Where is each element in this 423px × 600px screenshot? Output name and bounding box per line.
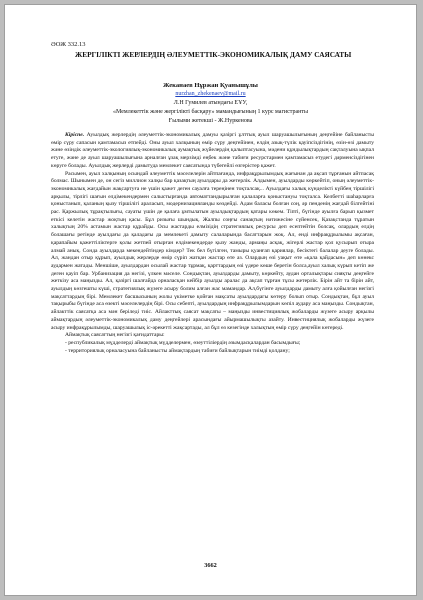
- author-name: Жеканаев Нұржан Қуанышұлы: [163, 82, 258, 89]
- principles-heading: Аймақтық саясаттың негізгі қағидаттары:: [65, 332, 165, 339]
- affiliation-supervisor: Ғылыми жетекші - Ж.Нуркенова: [168, 118, 253, 124]
- paper-page: [4, 4, 417, 596]
- bullet-item: - территориялық орналасуына байланысты аймақтардың табиғи байлықтарын тиімді қолдану;: [65, 347, 290, 354]
- affiliation-program: «Мемлекеттік және жергілікті басқару» мамандығының 1 курс магистранты: [112, 109, 309, 115]
- author-email-link[interactable]: nurzhan_zhekenaev@mail.ru: [175, 91, 246, 97]
- paper-title: ЖЕРГІЛІКТІ ЖЕРЛЕРДІҢ ӘЛЕУМЕТТІК-ЭКОНОМИКАЛЫҚ ДАМУ САЯСАТЫ: [75, 50, 352, 59]
- page-number: 3662: [204, 562, 217, 569]
- bullet-item: - республикалық мүдделерді аймақтық мүдделермен, өзеуттіліердің әзымдасқалардан басымдығы;: [65, 339, 301, 346]
- intro-lead: Кіріспе.: [65, 132, 85, 138]
- udc-code: ӘОЖ 332.13: [51, 41, 86, 48]
- body-paragraph: Расымен, ауыл халқының осындай әлеуметтік мәселелерін айтпағанда, инфрақұрылымдық жағынан да ақсап тұрғанын айтпасақ болмас. Шынымен де, он сегіз миллион халқы бар қазақтың ауылдары да жетерлік. Алдымен, ауылдарды көркейтіп, оның әлеуметтік-экономикалық жағдайын жақсартуға не үшін қажет деген сауалға тереңінен тоқталсақ... Ауылдағы халық күнделікті күйбең тіршілігі арқылы, тірлігі шағын елдімекендермен салыстырғанда автоматтандырылған қалаларға қоныстануы тоқталса. Келбетті шаһарларға қоныстанып, қаланың қызу тіршілігі араласып, модернизацияланды көздейді. Адам баласы болған соң, әр пенденің жағдай білгейтіні рас. Қаржылық тұрақтылығы, сауаты үшін де қалаға ұмтылатын ауылдықтардың қатары көкем. Тіпті, бүгінде ауылға барып қызмет еткісі келетін жастар жоқтың қасы. Бұл ризығы шындық. Жалпы соңғы санақтың нәтижесіне сүйенсек, Қазақстанда тұратын халықтың 20% астамын жастар құрайды. Осы жастарды елмізідің стратегиялық ресурсы деп есептейтін болсақ, олардың елдің болашағы ретінде ауылдағы да қаладағы да мемлекеті дамыту салаларында басаттарын жоқ. Ал, енді инфрақұрылымы ақсаған, қарапайым қажеттіліктерге қолы жетпей отырған елдімекендерде қызу жанды, армаңы асқақ, жігерлі жастар қол қусырып отыра алмай анық. Сонда ауылдарда мекендейтіндер кімдер? Тек бел бүгілген, тамыры қуанғап қариялар, бесіктегі балалар деуге болады. Ал, жандан отыр құрып, ауылдық жерлерде өмір сүріп жатқан жастар өте аз. Олардың өзі уақыт өте «қала қайдасын» деп көнекс аудармен жатады. Меншіше, ауылдардан осылай жастар тұрмақ, қарттардың өзі үдере көше беретін болса,ауыл халық күрып кетіп же деген қауіп бар. Урбанизация да негізі, үлкен мәселе. Сондықтан, ауылдарды дамыту, көркейту, аудан орталықтары сияқты деңгейге жеткізу аса маңызды. Ал, қазіргі шалғайда орналасқан кейбір ауылды аралас да ақсап тұрған тұсы жетерлік. Бірін айт та бірін айт, ауылдың көзгешты күші, стратегиялық жүзеге асыру болим алған жас мамандар. Ал,бүгінге ауылдарды дамыту алға қойылған негізгі мақсаттардың бірі. Мемлекет басшысының жолы үкіметке қойған мақсаты ауылдардагы көтеру болып отыр. Сондықтан, бұл ауыл тақырыбы бүгінде аса өзекті мәселелердің бірі. Осы себепті, ауылдардың инфрақұрылымдарын көпіл аудару аса маңызды. Сондықтан, айлакттік саясатқа аса мән беріледі тиіс. Айлакттық саясат мақсаты – маңызды инвестициялық жобаларды жүзеге асыру арқылы аймақтардың әлеуметтік-экономикалық даму деңгейлері арасындағы айырмашылықты азайту. Инвестициялық жобаларды жүзеге асыру инфрақұрылымды, шаруашылық іс-әрекетті жақсартады, ал бұл өз кезегінде халықтың өмір сүру деңгейін көтереді.: [51, 170, 374, 331]
- paper-body: [51, 132, 374, 355]
- affiliation-university: Л.Н Гумилев атындағы ЕҰУ,: [173, 100, 248, 106]
- intro-paragraph: [51, 132, 374, 171]
- intro-text: Ауылдық жерлердің әлеуметтік-экономикалық дамуы қазіргі ұлттық ауыл шаруашылығының деңгейіне байланысты өмір сүру сапасын қамтамасыз етпейді. Оны ауыл халқының өмір сүру деңгейінен, елдің азық-түлік қауіпсіздігінің, өзін-өзі дамыту және өзіндік әлеуметтік-экологиялық-экономикалық аумақтық жүйелердің қалыптасуына, мәдени құндылықтардың сақталуына ықпал етуге, және де ауыл шаруашылығына арналған ұзақ мерзімді еңбек және табиғи ресурстармен қамтамасыз етудегі дәрменсіздігінен көруге болады. Ауылдық жерлерді дамытуда мемлекет саясатында түбегейлі өзгерістер қажет.: [51, 132, 374, 169]
